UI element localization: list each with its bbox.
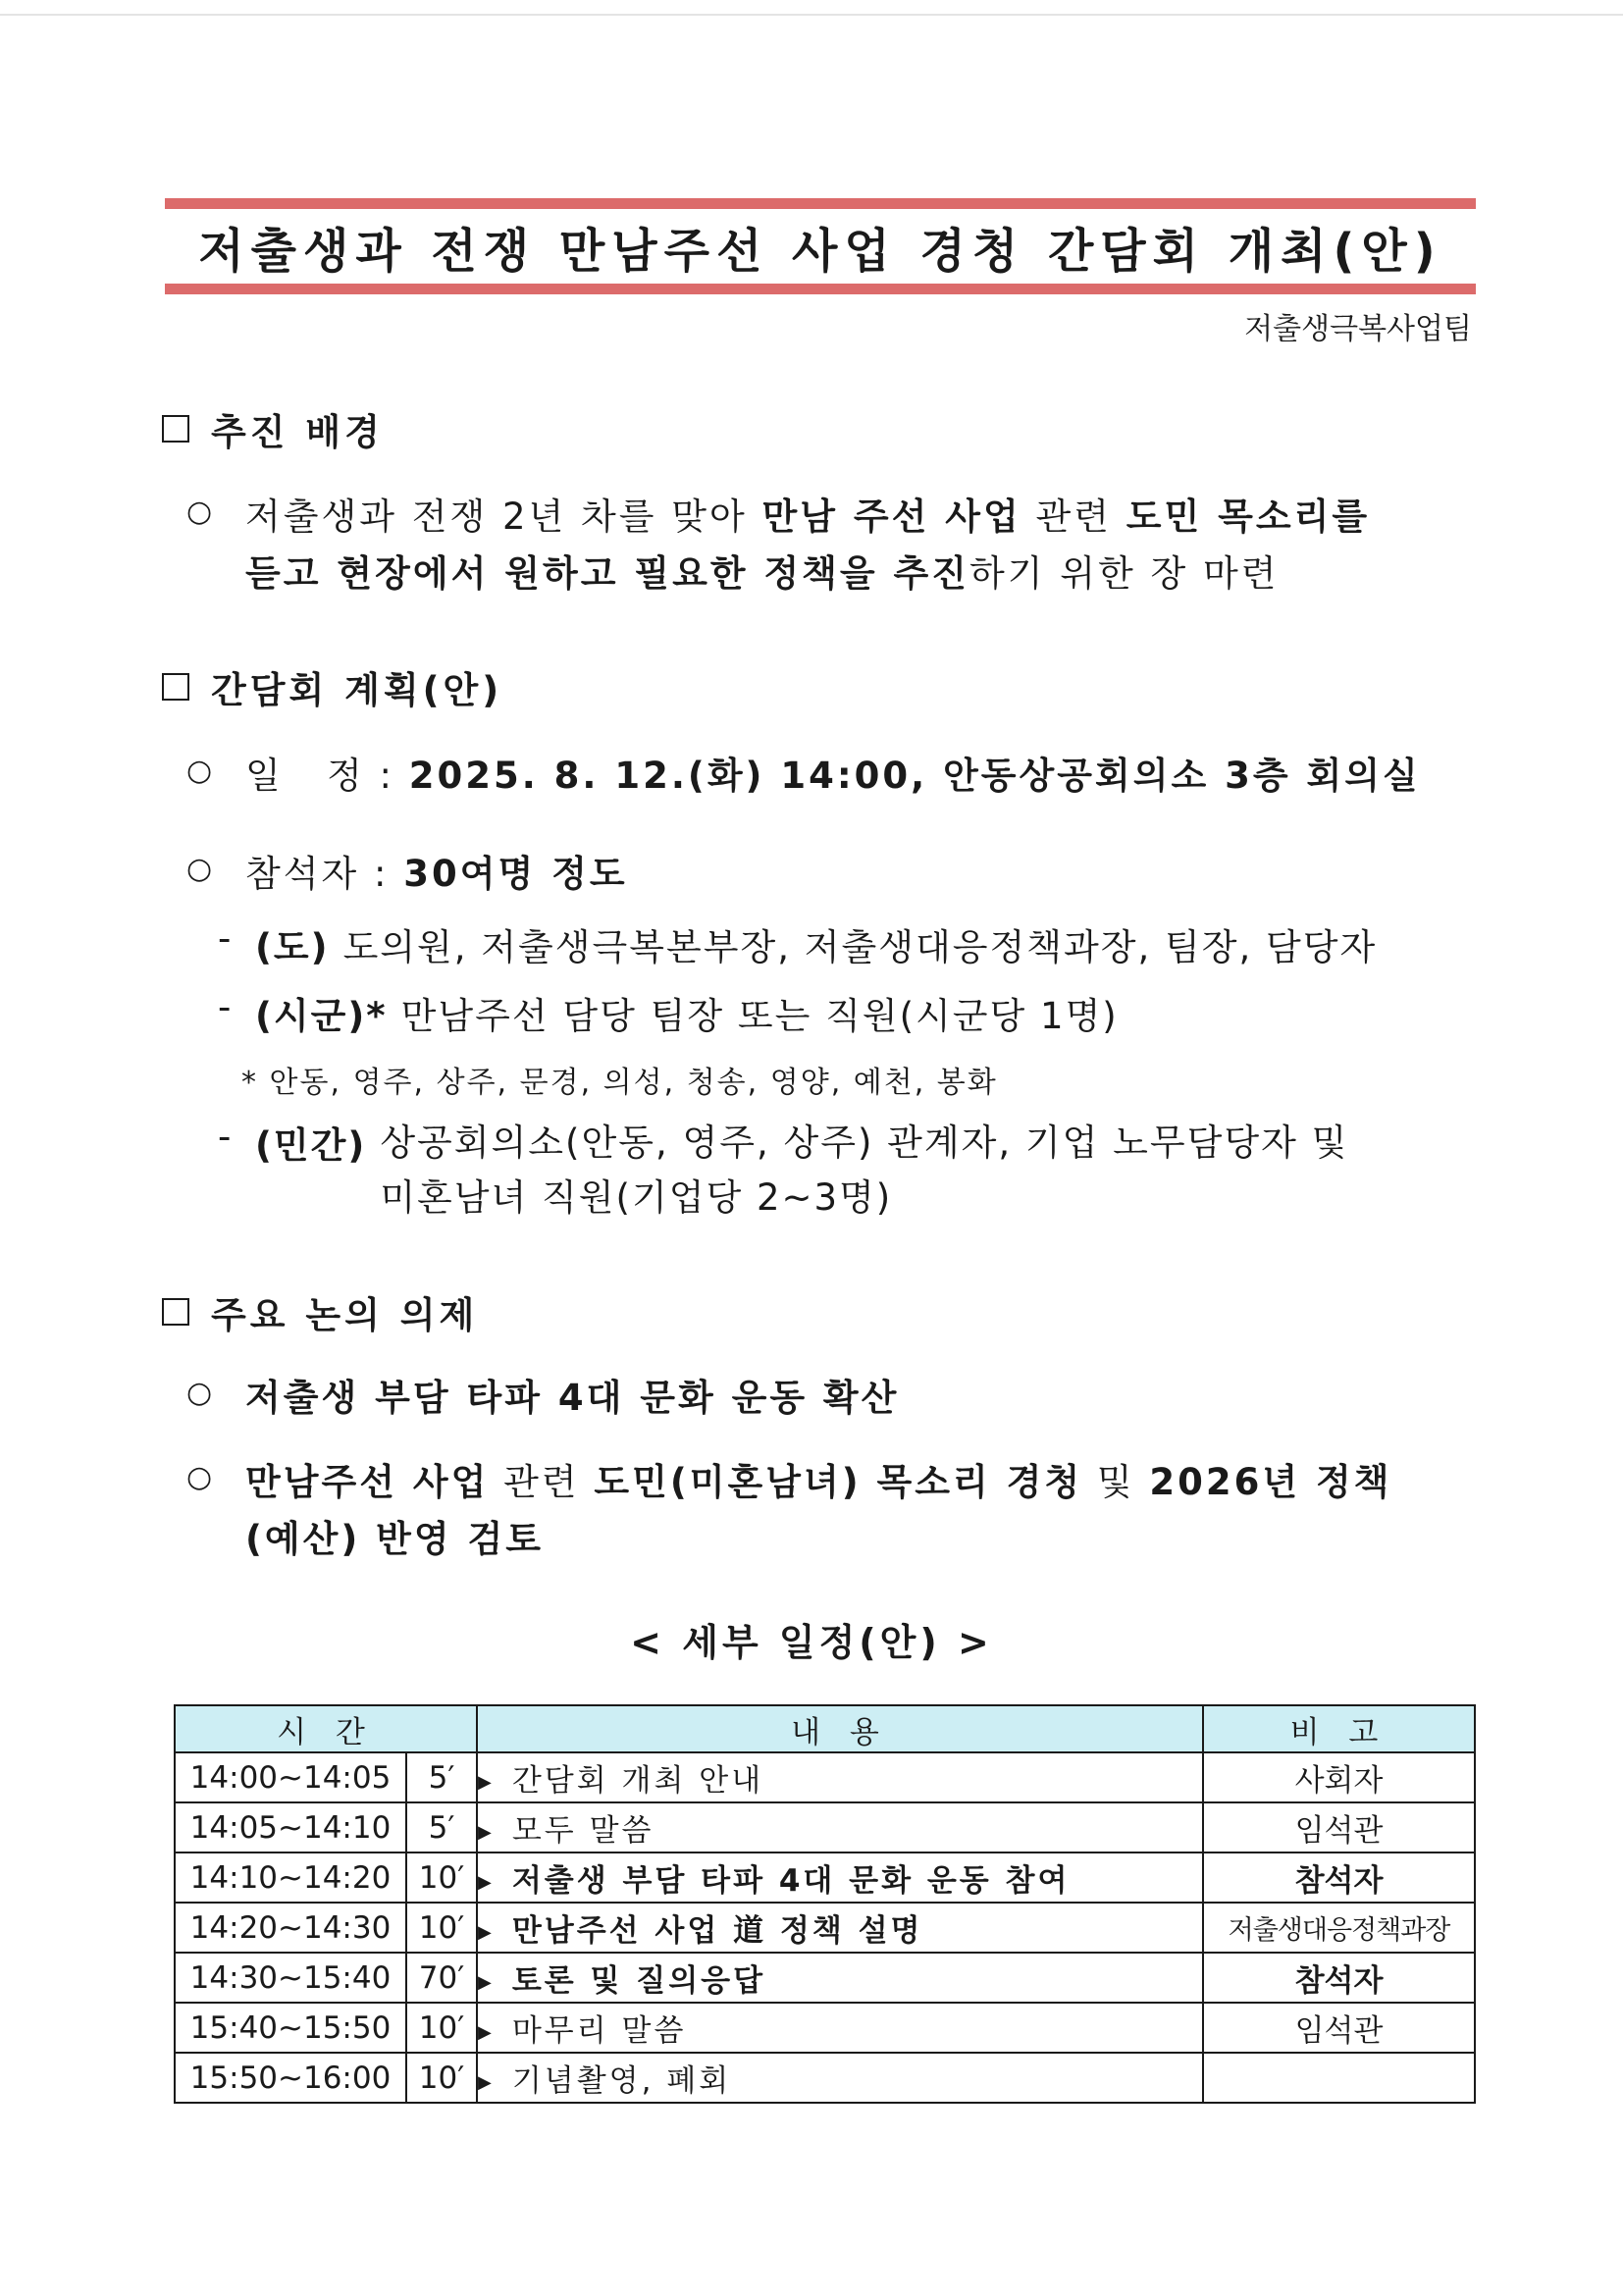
- triangle-bullet-icon: ▶: [478, 1772, 495, 1793]
- cell-duration: 10′: [406, 1903, 477, 1953]
- text-run: 관련: [1021, 496, 1126, 538]
- circle-bullet-icon: ○: [186, 1460, 213, 1494]
- section-label: 주요 논의 의제: [211, 1294, 479, 1336]
- group-text: 미혼남녀 직원(기업당 2~3명): [380, 1176, 893, 1219]
- content-text: 모두 말씀: [511, 1813, 654, 1849]
- triangle-bullet-icon: ▶: [478, 1872, 495, 1893]
- header-content: 내 용: [477, 1705, 1203, 1752]
- footnote: * 안동, 영주, 상주, 문경, 의성, 청송, 영양, 예천, 봉화: [241, 1066, 998, 1100]
- checkbox-square-icon: [162, 1298, 189, 1326]
- cell-time: 14:30~15:40: [175, 1953, 406, 2003]
- header-note: 비 고: [1203, 1705, 1475, 1752]
- cell-duration: 5′: [406, 1802, 477, 1852]
- group-text: 도의원, 저출생극복본부장, 저출생대응정책과장, 팀장, 담당자: [342, 926, 1378, 968]
- cell-time: 14:10~14:20: [175, 1852, 406, 1903]
- section-plan: [162, 660, 502, 713]
- checkbox-square-icon: [162, 415, 189, 443]
- table-row: [175, 1752, 1475, 1802]
- cell-duration: 5′: [406, 1752, 477, 1802]
- section-label: 간담회 계획(안): [211, 669, 503, 711]
- table-row: [175, 1852, 1475, 1903]
- attendees-bullet: [186, 846, 628, 903]
- agenda-1: 저출생 부담 타파 4대 문화 운동 확산: [245, 1377, 900, 1419]
- scan-edge-line: [0, 14, 1623, 16]
- text-run: 및: [1082, 1461, 1150, 1503]
- title-box: [165, 198, 1476, 294]
- section-agenda: [162, 1285, 478, 1338]
- cell-time: 15:50~16:00: [175, 2053, 406, 2103]
- group-tag: (도): [255, 926, 330, 968]
- table-row: [175, 2003, 1475, 2053]
- cell-content: [477, 1752, 1203, 1802]
- team-name: 저출생극복사업팀: [1244, 312, 1472, 346]
- content-text: 만남주선 사업 道 정책 설명: [511, 1913, 923, 1949]
- title-bar-top: [165, 198, 1476, 209]
- content-text: 간담회 개최 안내: [511, 1763, 764, 1799]
- cell-note: 참석자: [1203, 1852, 1475, 1903]
- checkbox-square-icon: [162, 673, 189, 701]
- attendee-group-do: - (도) 도의원, 저출생극복본부장, 저출생대응정책과장, 팀장, 담당자: [218, 917, 1378, 968]
- table-row: [175, 1953, 1475, 2003]
- cell-content: [477, 2053, 1203, 2103]
- group-tag: (민간): [255, 1124, 367, 1167]
- detail-schedule-title: < 세부 일정(안) >: [630, 1621, 993, 1664]
- bold-run: 만남 주선 사업: [761, 496, 1021, 538]
- content-text: 마무리 말씀: [511, 2013, 687, 2049]
- text-run: 저출생과 전쟁 2년 차를 맞아: [245, 496, 762, 538]
- cell-content: [477, 1903, 1203, 1953]
- schedule-bullet: [186, 748, 1421, 805]
- schedule-text: [245, 748, 1421, 805]
- bold-run: (예산) 반영 검토: [245, 1518, 545, 1560]
- attendee-group-private: - (민간) 상공회의소(안동, 영주, 상주) 관계자, 기업 노무담당자 및 미혼남녀 직원(기업당 2~3명): [218, 1116, 1348, 1226]
- table-row: [175, 1802, 1475, 1852]
- triangle-bullet-icon: ▶: [478, 1972, 495, 1993]
- title-bar-bottom: [165, 284, 1476, 294]
- cell-note: [1203, 2053, 1475, 2103]
- background-bullet: [186, 489, 1476, 602]
- content-text: 토론 및 질의응답: [511, 1963, 766, 1999]
- group-text: 상공회의소(안동, 영주, 상주) 관계자, 기업 노무담당자 및: [380, 1122, 1349, 1164]
- circle-bullet-icon: ○: [186, 754, 213, 788]
- cell-note: 임석관: [1203, 1802, 1475, 1852]
- agenda-1-text: [245, 1370, 899, 1427]
- table-row: [175, 2053, 1475, 2103]
- table-row: [175, 1903, 1475, 1953]
- cell-note: 사회자: [1203, 1752, 1475, 1802]
- bold-run: 도민(미혼남녀) 목소리 경청: [594, 1461, 1083, 1503]
- circle-bullet-icon: ○: [186, 495, 213, 529]
- agenda-bullet-2: [186, 1454, 1391, 1568]
- cell-note: 저출생대응정책과장: [1203, 1903, 1475, 1953]
- cell-duration: 10′: [406, 2053, 477, 2103]
- section-background: [162, 402, 384, 455]
- cell-content: [477, 1852, 1203, 1903]
- background-line-2: [245, 546, 1476, 602]
- agenda-2-line-1: [245, 1454, 1391, 1511]
- content-text: 기념촬영, 폐회: [511, 2063, 732, 2099]
- bold-run: 만남주선 사업: [245, 1461, 490, 1503]
- triangle-bullet-icon: ▶: [478, 1922, 495, 1943]
- cell-time: 14:00~14:05: [175, 1752, 406, 1802]
- cell-content: [477, 2003, 1203, 2053]
- agenda-2-text: [245, 1454, 1391, 1568]
- cell-time: 14:20~14:30: [175, 1903, 406, 1953]
- group-tag: (시군)*: [255, 995, 388, 1037]
- triangle-bullet-icon: ▶: [478, 2072, 495, 2093]
- cell-note: 참석자: [1203, 1953, 1475, 2003]
- cell-note: 임석관: [1203, 2003, 1475, 2053]
- cell-duration: 70′: [406, 1953, 477, 2003]
- text-run: 관련: [489, 1461, 595, 1503]
- attendees-label: 참석자 :: [245, 853, 404, 895]
- section-label: 추진 배경: [211, 411, 384, 453]
- agenda-bullet-1: [186, 1370, 899, 1427]
- cell-content: [477, 1953, 1203, 2003]
- schedule-value: 2025. 8. 12.(화) 14:00, 안동상공회의소 3층 회의실: [408, 755, 1421, 797]
- cell-time: 15:40~15:50: [175, 2003, 406, 2053]
- group-text: 만남주선 담당 팀장 또는 직원(시군당 1명): [400, 995, 1119, 1037]
- cell-duration: 10′: [406, 2003, 477, 2053]
- content-text: 저출생 부담 타파 4대 문화 운동 참여: [511, 1863, 1071, 1899]
- bold-run: 2026년 정책: [1149, 1461, 1392, 1503]
- attendees-text: [245, 846, 628, 903]
- background-text: [245, 489, 1476, 602]
- schedule-table: [174, 1704, 1476, 2104]
- background-line-1: [245, 489, 1476, 546]
- agenda-2-line-2: [245, 1511, 1391, 1568]
- bold-run: 도민 목소리를: [1126, 496, 1371, 538]
- table-header-row: [175, 1705, 1475, 1752]
- attendees-value: 30여명 정도: [403, 853, 628, 895]
- bold-run: 듣고 현장에서 원하고 필요한 정책을 추진: [245, 552, 970, 595]
- header-time: 시 간: [175, 1705, 477, 1752]
- document-title: 저출생과 전쟁 만남주선 사업 경청 간담회 개최(안): [198, 223, 1442, 279]
- cell-duration: 10′: [406, 1852, 477, 1903]
- attendee-group-sigun: - (시군)* 만남주선 담당 팀장 또는 직원(시군당 1명): [218, 986, 1119, 1037]
- triangle-bullet-icon: ▶: [478, 1822, 495, 1843]
- schedule-label: 일 정 :: [245, 755, 409, 797]
- cell-time: 14:05~14:10: [175, 1802, 406, 1852]
- group-text-block: [380, 1116, 1348, 1226]
- cell-content: [477, 1802, 1203, 1852]
- text-run: 하기 위한 장 마련: [969, 552, 1280, 595]
- triangle-bullet-icon: ▶: [478, 2022, 495, 2043]
- circle-bullet-icon: ○: [186, 1376, 213, 1410]
- circle-bullet-icon: ○: [186, 852, 213, 886]
